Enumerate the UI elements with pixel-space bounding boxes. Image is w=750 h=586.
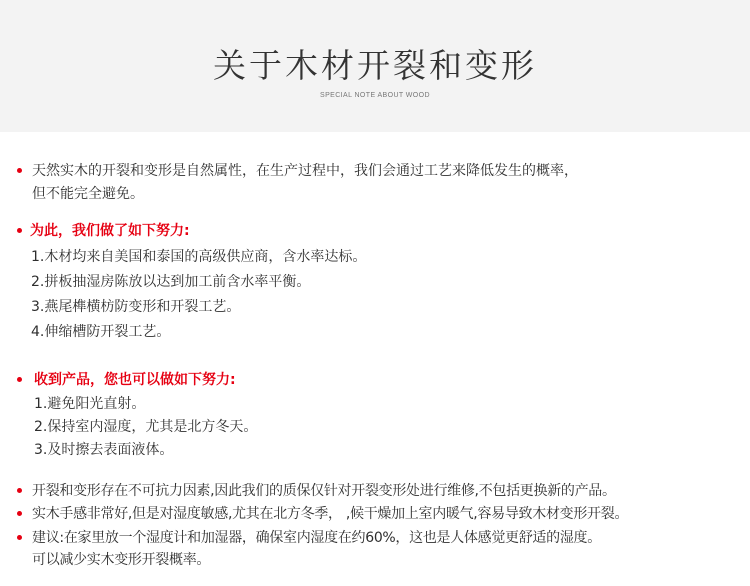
our-effort-item: 1.木材均来自美国和泰国的高级供应商，含水率达标。 — [31, 249, 367, 265]
customer-effort-item: 1.避免阳光直射。 — [34, 396, 146, 412]
intro-bullet — [17, 168, 22, 173]
intro-line-1: 天然实木的开裂和变形是自然属性，在生产过程中，我们会通过工艺来降低发生的概率， — [32, 163, 578, 179]
page-title: 关于木材开裂和变形 — [213, 46, 537, 85]
note-bullet — [17, 535, 22, 540]
customer-effort-item: 3.及时擦去表面液体。 — [34, 442, 174, 458]
our-effort-item: 3.燕尾榫横枋防变形和开裂工艺。 — [31, 299, 241, 315]
customer-efforts-heading: 收到产品，您也可以做如下努力: — [34, 372, 236, 388]
note-line-3: 建议:在家里放一个湿度计和加湿器，确保室内湿度在约60%，这也是人体感觉更舒适的湿度。 — [32, 530, 601, 546]
note-bullet — [17, 511, 22, 516]
our-efforts-bullet — [17, 228, 22, 233]
intro-line-2: 但不能完全避免。 — [32, 186, 144, 202]
page-subtitle: SPECIAL NOTE ABOUT WOOD — [320, 92, 430, 99]
customer-efforts-bullet — [17, 377, 22, 382]
our-effort-item: 2.拼板抽湿房陈放以达到加工前含水率平衡。 — [31, 274, 311, 290]
note-line-3-cont: 可以减少实木变形开裂概率。 — [32, 552, 211, 568]
note-bullet — [17, 488, 22, 493]
header-banner — [0, 0, 750, 132]
customer-effort-item: 2.保持室内湿度，尤其是北方冬天。 — [34, 419, 258, 435]
note-line-2: 实木手感非常好,但是对湿度敏感,尤其在北方冬季， ,候干燥加上室内暖气,容易导致木材变形开裂。 — [32, 506, 629, 522]
note-line-1: 开裂和变形存在不可抗力因素,因此我们的质保仅针对开裂变形处进行维修,不包括更换新的产品。 — [32, 483, 616, 499]
our-effort-item: 4.伸缩槽防开裂工艺。 — [31, 324, 171, 340]
our-efforts-heading: 为此，我们做了如下努力: — [30, 223, 190, 239]
